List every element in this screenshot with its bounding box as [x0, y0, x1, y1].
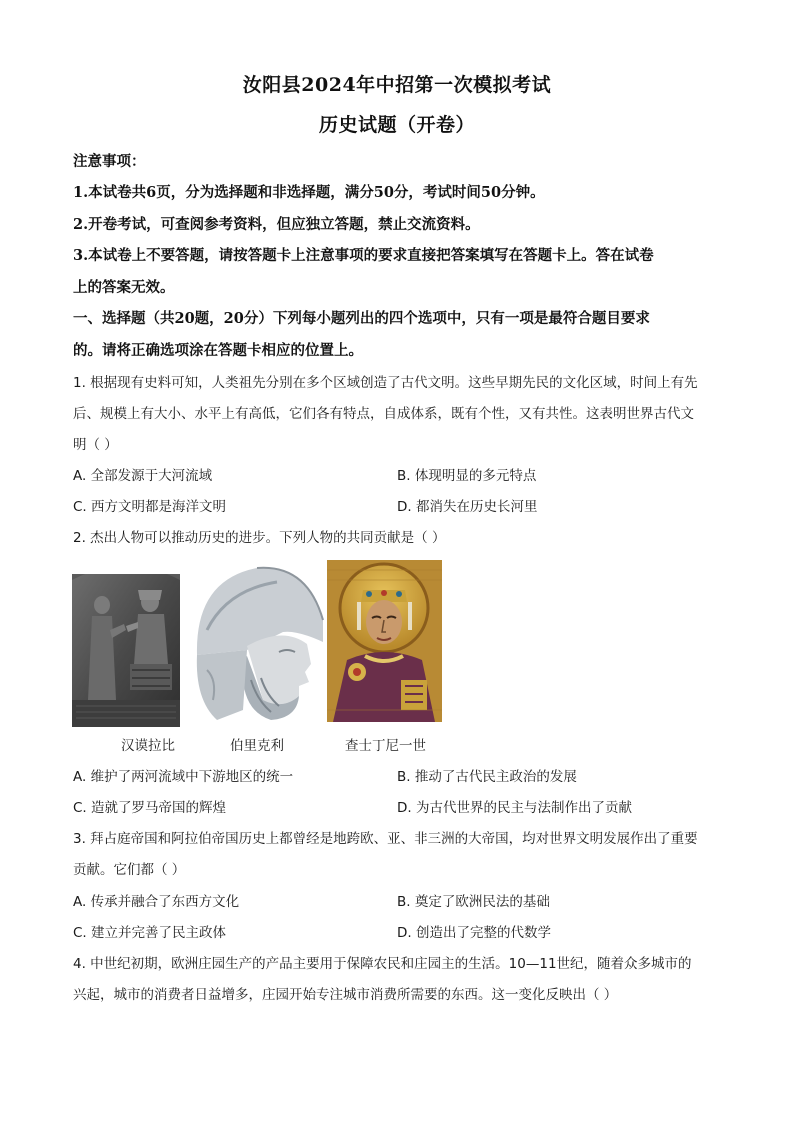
- question-2-option-d: D. 为古代世界的民主与法制作出了贡献: [397, 800, 632, 816]
- question-1-option-a: A. 全部发源于大河流域: [73, 468, 213, 484]
- section-heading-line-2: 的。请将正确选项涂在答题卡相应的位置上。: [73, 342, 363, 359]
- question-2-line-1: 2. 杰出人物可以推动历史的进步。下列人物的共同贡献是（ ）: [73, 530, 446, 546]
- caption-pericles: 伯里克利: [230, 738, 284, 754]
- question-3-option-c: C. 建立并完善了民主政体: [73, 925, 227, 941]
- note-item-3-line-2: 上的答案无效。: [73, 279, 175, 296]
- question-3-line-1: 3. 拜占庭帝国和阿拉伯帝国历史上都曾经是地跨欧、亚、非三洲的大帝国，均对世界文明发展作出了重要: [73, 831, 698, 847]
- caption-hammurabi: 汉谟拉比: [121, 738, 175, 754]
- question-2-option-c: C. 造就了罗马帝国的辉煌: [73, 800, 227, 816]
- question-3-option-b: B. 奠定了欧洲民法的基础: [397, 894, 550, 910]
- question-3-line-2: 贡献。它们都（ ）: [73, 862, 186, 878]
- note-item-2: 2.开卷考试，可查阅参考资料，但应独立答题，禁止交流资料。: [73, 216, 480, 233]
- section-heading-line-1: 一、选择题（共20题，20分）下列每小题列出的四个选项中，只有一项是最符合题目要求: [73, 310, 650, 327]
- pericles-bust-image: [187, 560, 325, 727]
- question-1-line-1: 1. 根据现有史料可知，人类祖先分别在多个区域创造了古代文明。这些早期先民的文化区域，时间上有先: [73, 375, 698, 391]
- question-2-option-a: A. 维护了两河流域中下游地区的统一: [73, 769, 294, 785]
- question-1-line-2: 后、规模上有大小、水平上有高低，它们各有特点，自成体系，既有个性，又有共性。这表明世界古代文: [73, 406, 694, 422]
- question-1-option-b: B. 体现明显的多元特点: [397, 468, 537, 484]
- hammurabi-stele-image: [72, 560, 180, 727]
- question-3-option-a: A. 传承并融合了东西方文化: [73, 894, 240, 910]
- notes-heading: 注意事项：: [73, 153, 146, 170]
- note-item-1: 1.本试卷共6页，分为选择题和非选择题，满分50分，考试时间50分钟。: [73, 184, 545, 201]
- question-1-option-c: C. 西方文明都是海洋文明: [73, 499, 227, 515]
- justinian-mosaic-image: [327, 560, 442, 722]
- question-1-option-d: D. 都消失在历史长河里: [397, 499, 538, 515]
- caption-justinian: 查士丁尼一世: [345, 738, 426, 754]
- question-1-line-3: 明（ ）: [73, 437, 118, 453]
- exam-title: 汝阳县2024年中招第一次模拟考试: [242, 74, 552, 96]
- question-4-line-2: 兴起，城市的消费者日益增多，庄园开始专注城市消费所需要的东西。这一变化反映出（ ）: [73, 987, 618, 1003]
- note-item-3-line-1: 3.本试卷上不要答题，请按答题卡上注意事项的要求直接把答案填写在答题卡上。答在试卷: [73, 247, 654, 264]
- question-2-option-b: B. 推动了古代民主政治的发展: [397, 769, 577, 785]
- question-4-line-1: 4. 中世纪初期，欧洲庄园生产的产品主要用于保障农民和庄园主的生活。10—11世纪，随着众多城市的: [73, 956, 692, 972]
- question-3-option-d: D. 创造出了完整的代数学: [397, 925, 551, 941]
- exam-subtitle: 历史试题（开卷）: [318, 114, 475, 136]
